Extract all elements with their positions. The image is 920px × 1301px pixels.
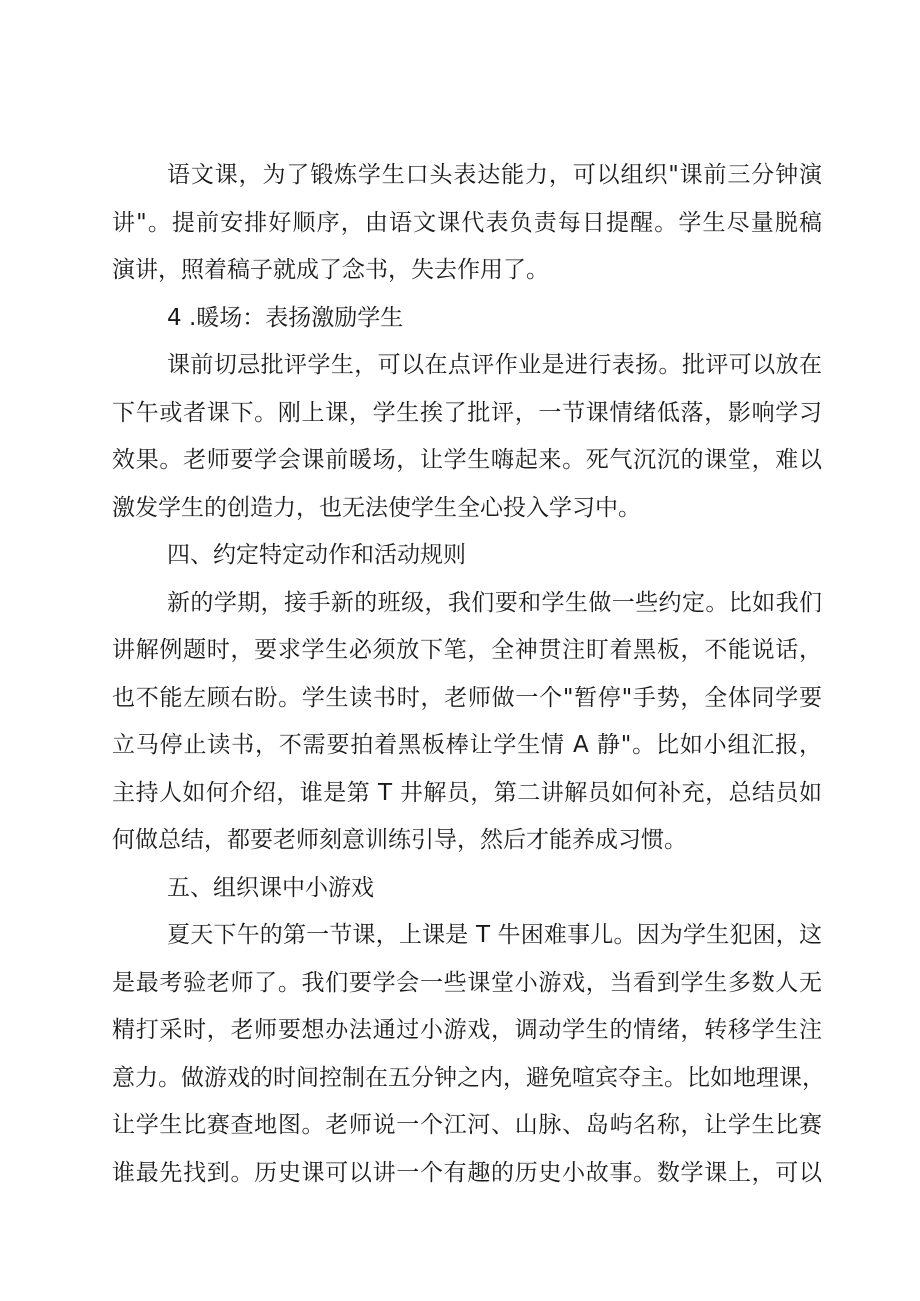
- text-line: 意力。做游戏的时间控制在五分钟之内，避免喧宾夺主。比如地理课，: [112, 1064, 825, 1091]
- text-line: 新的学期，接手新的班级，我们要和学生做一些约定。比如我们: [167, 589, 822, 616]
- document-body: [112, 152, 825, 1197]
- text-line: 立马停止读书，不需要拍着黑板棒让学生情 A 静"。比如小组汇报，: [112, 732, 822, 758]
- text-line: 何做总结，都要老师刻意训练引导，然后才能养成习惯。: [112, 827, 687, 853]
- text-line: 讲"。提前安排好顺序，由语文课代表负责每日提醒。学生尽量脱稿: [112, 209, 822, 236]
- text-line: 演讲，照着稿子就成了念书，失去作用了。: [112, 257, 549, 283]
- section-heading: 四、约定特定动作和活动规则: [167, 542, 466, 568]
- text-line: 语文课，为了锻炼学生口头表达能力，可以组织"课前三分钟演: [167, 162, 822, 188]
- text-line: 效果。老师要学会课前暖场，让学生嗨起来。死气沉沉的课堂，难以: [112, 447, 822, 473]
- section-heading: 4 .暖场：表扬激励学生: [167, 304, 404, 331]
- text-line: 精打采时，老师要想办法通过小游戏，调动学生的情绪，转移学生注: [112, 1017, 822, 1043]
- text-line: 让学生比赛查地图。老师说一个江河、山脉、岛屿名称，让学生比赛: [112, 1112, 822, 1138]
- text-line: 夏天下午的第一节课，上课是 T 牛困难事儿。因为学生犯困，这: [167, 922, 822, 948]
- text-line: 课前切忌批评学生，可以在点评作业是进行表扬。批评可以放在: [167, 352, 822, 378]
- text-line: 激发学生的创造力，也无法使学生全心投入学习中。: [112, 494, 641, 521]
- text-line: 下午或者课下。刚上课，学生挨了批评，一节课情绪低落，影响学习: [112, 399, 822, 426]
- section-heading: 五、组织课中小游戏: [167, 874, 374, 901]
- text-line: 主持人如何介绍，谁是第 T 井解员，第二讲解员如何补充，总结员如: [112, 779, 822, 806]
- text-line: 是最考验老师了。我们要学会一些课堂小游戏，当看到学生多数人无: [112, 969, 822, 996]
- text-line: 也不能左顾右盼。学生读书时，老师做一个"暂停"手势，全体同学要: [112, 684, 822, 711]
- text-line: 谁最先找到。历史课可以讲一个有趣的历史小故事。数学课上，可以: [112, 1159, 822, 1186]
- text-line: 讲解例题时，要求学生必须放下笔，全神贯注盯着黑板，不能说话，: [112, 637, 822, 663]
